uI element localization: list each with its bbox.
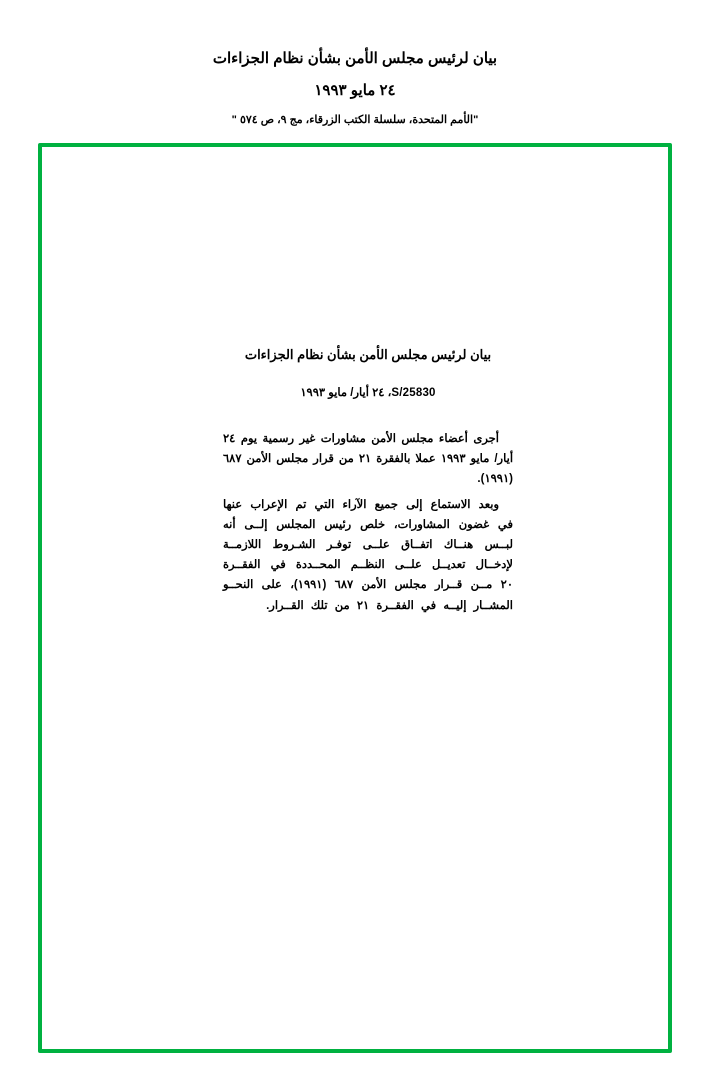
paragraph: وبعد الاستماع إلى جميع الآراء التي تم الإعراب عنها في غضون المشاورات، خلص رئيس المجلس إلــى أنه لبــس هنــاك اتفــاق علــى توفـر الشـروط اللازمــة لإدخــال تعديــل علــى النظــم المحــددة في الفقــرة ٢٠ مــن قــرار مجلس الأمن ٦٨٧ (١٩٩١)، على النحــو المشــار إليــه في الفقــرة ٢١ من تلك القــرار. [223,498,513,612]
header-source-citation: "الأمم المتحدة، سلسلة الكتب الزرقاء، مج ٩، ص ٥٧٤ " [231,114,479,126]
document-header [0,0,710,126]
green-document-frame [38,143,672,1053]
statement-reference: S/25830، ٢٤ أيار/ مايو ١٩٩٣ [300,386,436,399]
paragraph: أجرى أعضاء مجلس الأمن مشاورات غير رسمية يوم ٢٤ أيار/ مايو ١٩٩٣ عملا بالفقرة ٢١ من قرار مجلس الأمن ٦٨٧ (١٩٩١). [223,432,514,485]
header-title: بيان لرئيس مجلس الأمن بشأن نظام الجزاءات [212,50,498,67]
document-body [223,345,513,622]
statement-text [223,429,513,616]
header-date: ٢٤ مايو ١٩٩٣ [314,82,396,99]
statement-title: بيان لرئيس مجلس الأمن بشأن نظام الجزاءات [244,347,492,362]
